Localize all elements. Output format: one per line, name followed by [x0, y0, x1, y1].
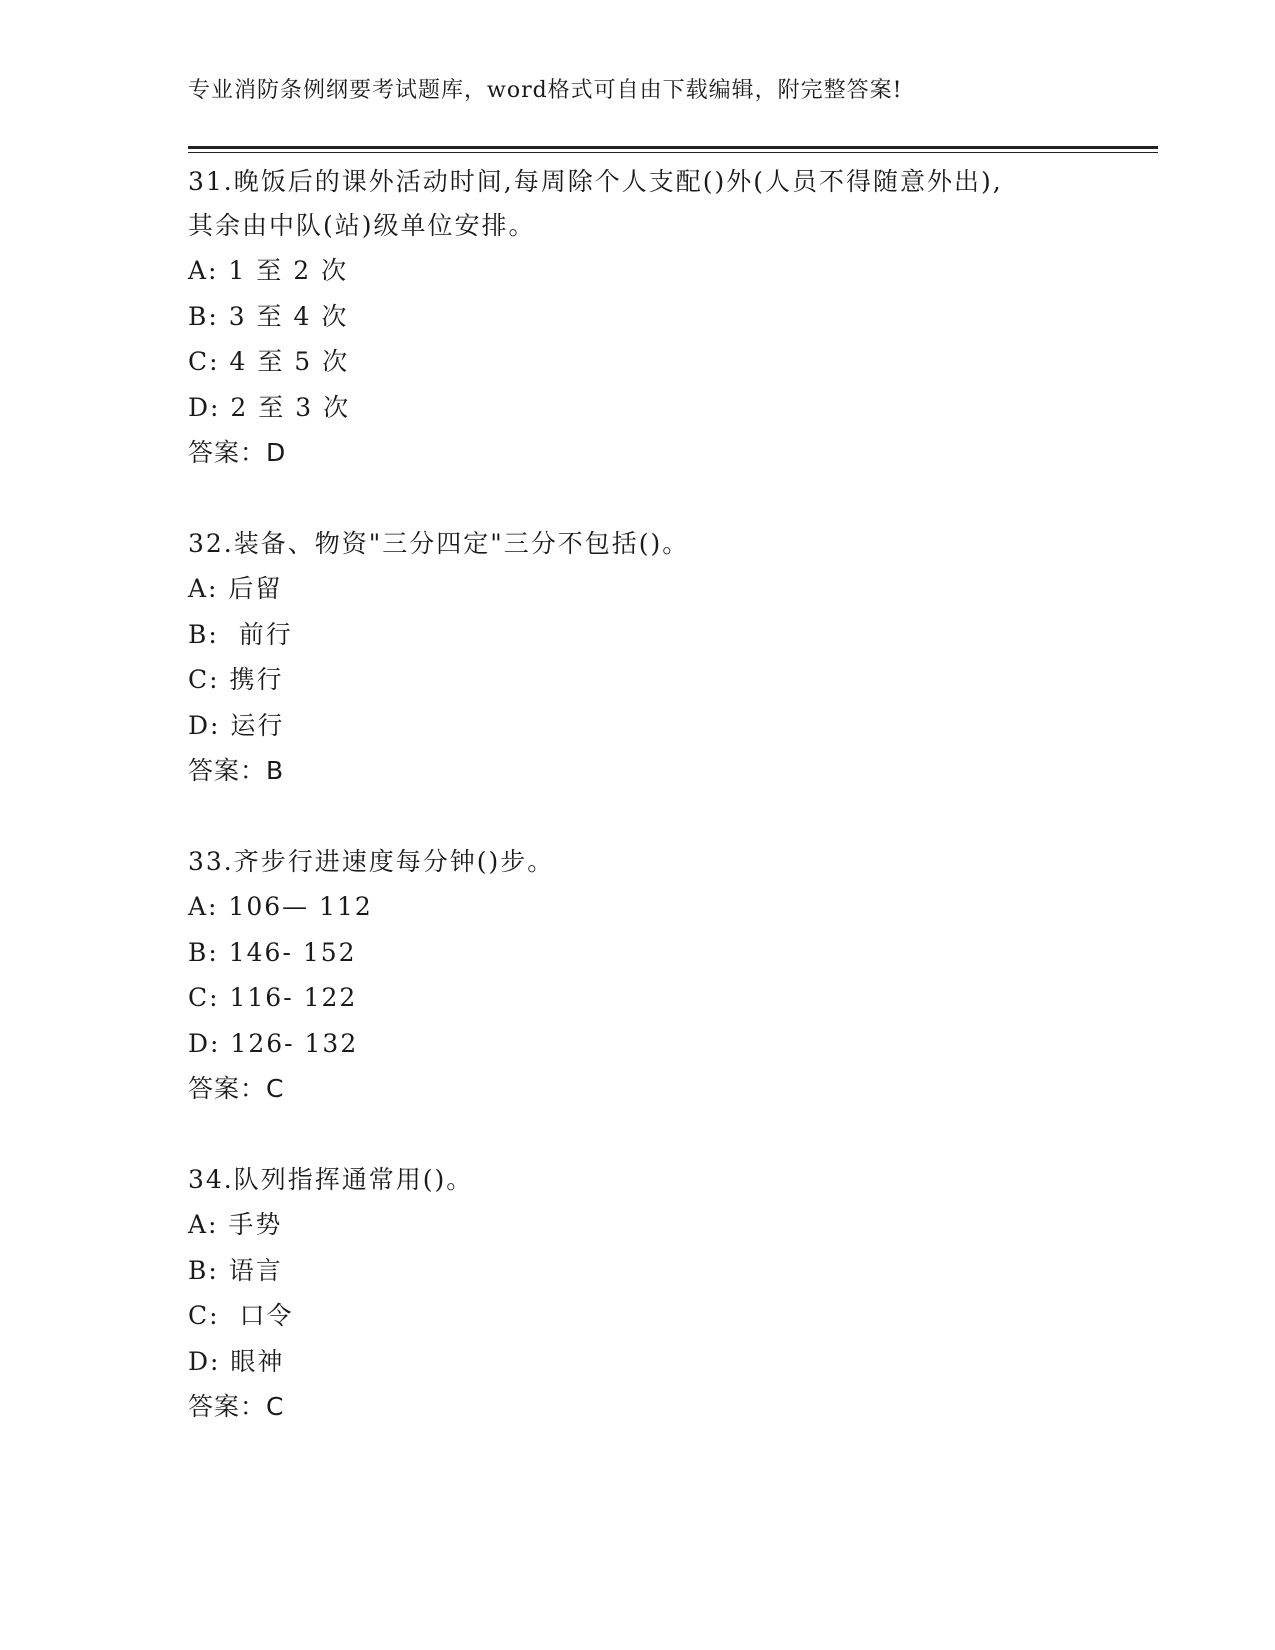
option-b: B: 3 至 4 次 — [188, 301, 349, 331]
option-a: A: 后留 — [188, 574, 283, 603]
option-d: D: 运行 — [188, 710, 285, 740]
question-stem: 32.装备、物资"三分四定"三分不包括()。 — [188, 529, 690, 558]
option-b: B: 前行 — [188, 619, 293, 649]
answer-line: 答案：B — [188, 756, 285, 785]
header-divider-thin — [188, 152, 1158, 153]
option-d: D: 眼神 — [188, 1346, 285, 1376]
option-c: C: 116- 122 — [188, 983, 358, 1012]
option-d: D: 126- 132 — [188, 1028, 359, 1058]
answer-line: 答案：C — [188, 1074, 285, 1103]
option-d: D: 2 至 3 次 — [188, 392, 351, 422]
option-a: A: 手势 — [188, 1210, 283, 1239]
option-a: A: 1 至 2 次 — [188, 256, 349, 285]
question-34 — [188, 1158, 1148, 1430]
answer-line: 答案：C — [188, 1392, 285, 1421]
option-c: C: 4 至 5 次 — [188, 347, 350, 376]
page-header: 专业消防条例纲要考试题库，word格式可自由下载编辑，附完整答案! — [188, 78, 903, 103]
question-32 — [188, 522, 1148, 794]
option-b: B: 语言 — [188, 1255, 283, 1285]
question-list — [188, 160, 1148, 1476]
question-31 — [188, 160, 1148, 476]
question-stem: 33.齐步行进速度每分钟()步。 — [188, 847, 555, 876]
question-stem: 31.晚饭后的课外活动时间,每周除个人支配()外(人员不得随意外出), — [188, 167, 1003, 196]
option-c: C: 携行 — [188, 665, 284, 694]
question-stem: 34.队列指挥通常用()。 — [188, 1165, 474, 1194]
question-stem-continued: 其余由中队(站)级单位安排。 — [188, 211, 536, 240]
header-divider-thick — [188, 146, 1158, 149]
answer-line: 答案：D — [188, 438, 287, 467]
question-33 — [188, 840, 1148, 1112]
option-b: B: 146- 152 — [188, 937, 357, 967]
option-c: C: 口令 — [188, 1301, 294, 1330]
option-a: A: 106— 112 — [188, 892, 373, 921]
